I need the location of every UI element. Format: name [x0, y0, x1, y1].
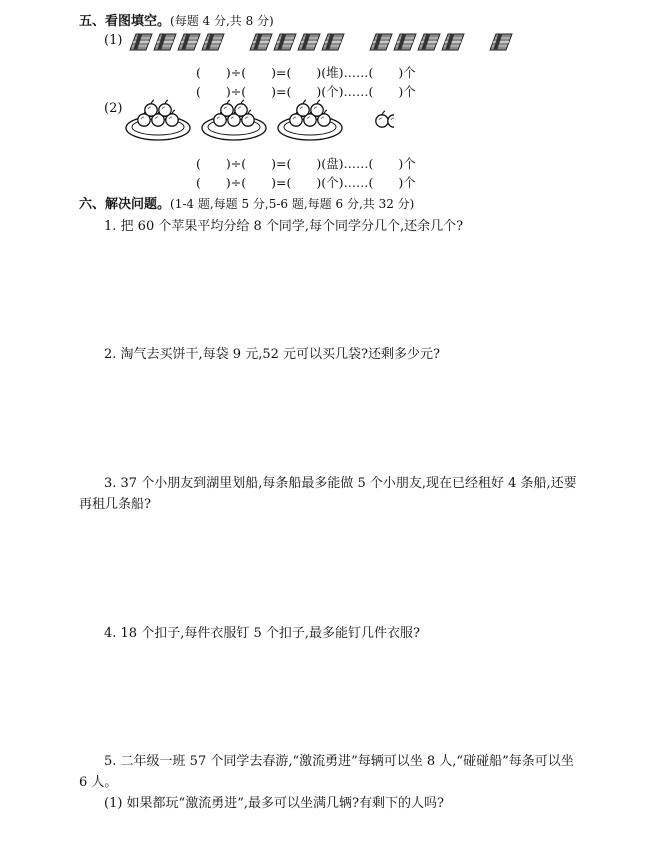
- pencil-bundle-icon: [442, 34, 464, 50]
- pencil-bundle-icon: [490, 34, 512, 50]
- part1-label: (1): [104, 33, 123, 48]
- pencil-bundle-icon: [130, 34, 152, 50]
- section6-note: (1-4 题,每题 5 分,5-6 题,每题 6 分,共 32 分): [170, 197, 415, 211]
- pencil-bundle-icon: [250, 34, 272, 50]
- apple-icon: [235, 100, 247, 116]
- pencil-bundles-figure: [128, 30, 533, 54]
- question-4: 4. 18 个扣子,每件衣服钉 5 个扣子,最多能钉几件衣服?: [104, 626, 420, 641]
- pencil-bundle-icon: [322, 34, 344, 50]
- section6-title: 六、解决问题。: [79, 197, 171, 212]
- part1-equation-2: ( )÷( )=( )(个)……( )个: [196, 84, 416, 99]
- question-5-part-1: (1) 如果都玩“激流勇进”,最多可以坐满几辆?有剩下的人吗?: [104, 796, 444, 811]
- part2-equation-1: ( )÷( )=( )(盘)……( )个: [196, 156, 416, 171]
- apple-icon: [145, 100, 157, 116]
- pencil-bundle-icon: [394, 34, 416, 50]
- pencil-bundle-icon: [154, 34, 176, 50]
- apple-icon: [297, 100, 309, 116]
- pencil-bundle-icon: [178, 34, 200, 50]
- apple-plate-icon: [202, 100, 266, 140]
- part2-label: (2): [104, 101, 123, 116]
- apple-icon: [159, 100, 171, 116]
- section5-heading: [79, 10, 274, 29]
- apple-plates-figure: [124, 96, 394, 146]
- pencil-bundle-icon: [418, 34, 440, 50]
- question-3-continued: 再租几条船?: [79, 497, 151, 512]
- pencil-bundle-icon: [202, 34, 224, 50]
- section6-heading: [79, 193, 414, 212]
- apple-icon: [376, 111, 388, 127]
- question-5: 5. 二年级一班 57 个同学去春游,“激流勇进”每辆可以坐 8 人,“碰碰船”每条可以坐: [104, 754, 574, 769]
- section5-title: 五、看图填空。: [79, 14, 171, 29]
- pencil-bundle-icon: [274, 34, 296, 50]
- part2-equation-2: ( )÷( )=( )(个)……( )个: [196, 175, 416, 190]
- apple-icon: [311, 100, 323, 116]
- section5-note: (每题 4 分,共 8 分): [170, 14, 274, 28]
- apple-plate-icon: [126, 100, 190, 140]
- question-5-continued: 6 人。: [79, 775, 118, 790]
- pencil-bundle-icon: [370, 34, 392, 50]
- part1-equation-1: ( )÷( )=( )(堆)……( )个: [196, 65, 416, 80]
- pencil-bundle-icon: [298, 34, 320, 50]
- question-3: 3. 37 个小朋友到湖里划船,每条船最多能做 5 个小朋友,现在已经租好 4 条船,还要: [104, 476, 577, 491]
- apple-icon: [388, 111, 394, 127]
- question-2: 2. 淘气去买饼干,每袋 9 元,52 元可以买几袋?还剩多少元?: [104, 347, 440, 362]
- question-1: 1. 把 60 个苹果平均分给 8 个同学,每个同学分几个,还余几个?: [104, 219, 464, 234]
- apple-icon: [221, 100, 233, 116]
- apple-plate-icon: [278, 100, 342, 140]
